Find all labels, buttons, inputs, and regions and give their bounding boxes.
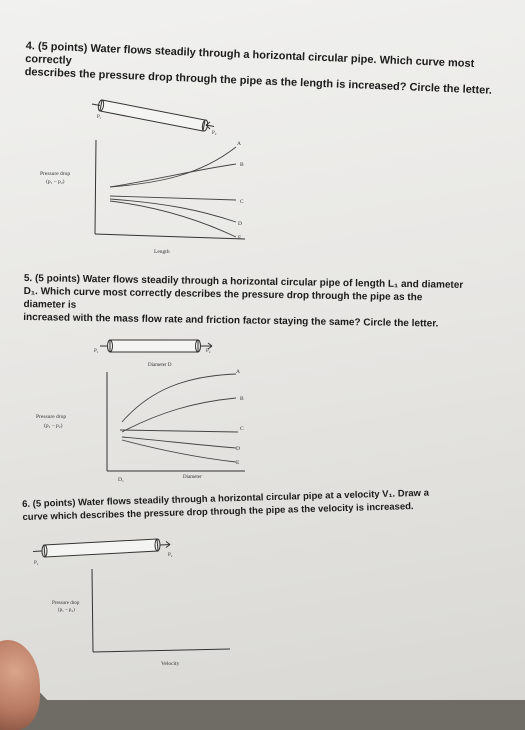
q5-y-axis-unit: (p₁ – p₂) — [44, 423, 63, 429]
q6-y-axis-unit: (p₁ – p₂) — [58, 608, 75, 613]
q4-curve-label-a: A — [237, 141, 241, 147]
q5-diameter-label: Diameter D — [148, 363, 172, 368]
q4-y-axis-unit: (p₁ – p₂) — [46, 179, 65, 185]
q6-pipe-diagram — [33, 539, 170, 557]
q5-x-axis-label: Diameter — [183, 475, 202, 480]
q6-y-axis-label: Pressure drop — [52, 601, 80, 606]
question-5-text: 5. (5 points) Water flows steadily through a horizontal circular pipe of length L₁ and diameter D₁. Which curve most correctly describes the pressure drop through the pipe as the diameter is increased with the mass flow rate and friction factor staying the same? Circle the letter. — [23, 272, 464, 330]
q6-p1-label: P₁ — [34, 561, 39, 566]
question-6-text: 6. (5 points) Water flows steadily through a horizontal circular pipe at a velocity V₁. Draw a curve which describes the pressure drop through the pipe as the velocity is increased. — [22, 487, 430, 523]
q4-curve-label-d: D — [238, 221, 242, 227]
q4-y-axis-label: Pressure drop — [40, 171, 71, 177]
q6-axes — [92, 569, 230, 652]
q4-p2-label: P₂ — [212, 131, 217, 136]
q5-curve-label-d: D — [236, 446, 240, 452]
q4-x-axis-label: Length — [154, 249, 170, 255]
q5-x-tick-d1: D₁ — [118, 477, 124, 483]
q5-curve-label-c: C — [240, 426, 244, 432]
q6-p2-label: P₂ — [168, 553, 173, 558]
q5-curve-label-a: A — [236, 369, 240, 375]
q5-p1-label: P₁ — [94, 349, 99, 354]
q5-curve-label-e: E — [236, 460, 240, 466]
q4-p1-label: P₁ — [97, 115, 102, 120]
q5-y-axis-label: Pressure drop — [36, 414, 67, 420]
q4-curve-label-c: C — [240, 199, 244, 205]
q4-curve-label-e: E — [238, 235, 242, 241]
q6-x-axis-label: Velocity — [161, 661, 180, 667]
q5-p2-label: P₂ — [206, 349, 211, 354]
question-4-text: 4. (5 points) Water flows steadily through a horizontal circular pipe. Which curve most correctly describes the pressure drop through the pipe as the length is increased? Circle the letter. — [24, 40, 493, 97]
q5-curve-label-b: B — [240, 396, 244, 402]
q4-curve-label-b: B — [240, 162, 244, 168]
